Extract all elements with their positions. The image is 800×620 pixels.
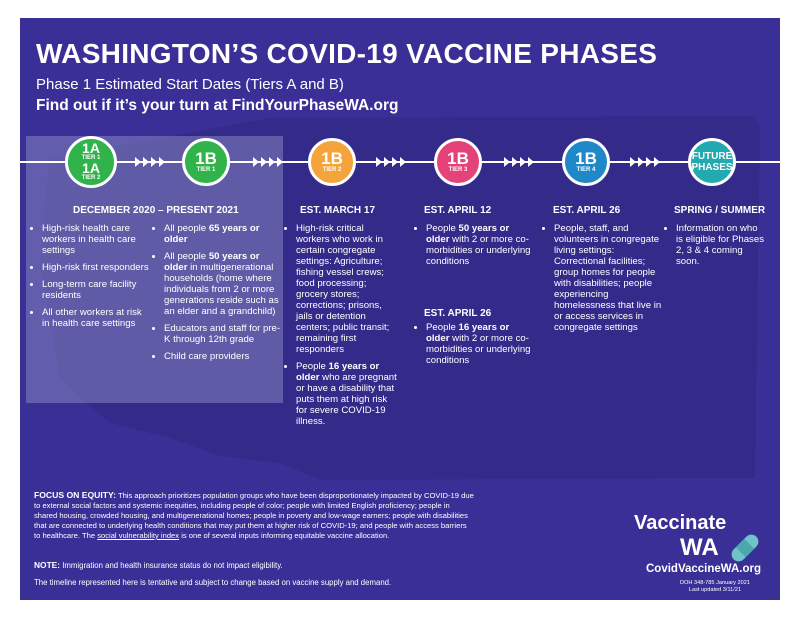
phase-1b-tier4-circle [562, 138, 610, 186]
equity-statement [34, 490, 474, 541]
list-item [164, 251, 282, 317]
phase-1a-list [32, 223, 150, 335]
list-item: • Educators and staff for pre-K through 12th grade [164, 323, 282, 345]
phase-1a-circle [65, 136, 117, 188]
list-item [426, 322, 534, 366]
subtitle: Phase 1 Estimated Start Dates (Tiers A and B) [36, 76, 344, 93]
phase-1b3-list-second [416, 322, 534, 372]
phase-1b-tier2-circle [308, 138, 356, 186]
list-item [296, 361, 398, 427]
phase-1b1-label: 1B [195, 149, 217, 168]
date-1a-1b1: DECEMBER 2020 – PRESENT 2021 [73, 205, 239, 216]
vaccinate-wordmark: Vaccinate [634, 512, 727, 534]
text: People [296, 361, 329, 372]
phase-1b2-list [286, 223, 398, 433]
phase-1a-tier-2: TIER 2 [81, 175, 101, 181]
list-item: • High-risk first responders [42, 262, 150, 273]
list-item: • All other workers at risk in health care settings [42, 307, 150, 329]
text: People [426, 223, 459, 234]
text: People [426, 322, 459, 333]
text: with 2 or more co-morbidities or underlying conditions [426, 234, 531, 267]
equity-tail: is one of several inputs informing equitable vaccine allocation. [179, 531, 390, 540]
list-item [164, 223, 282, 245]
phase-1a-tier-1: TIER 1 [81, 155, 101, 161]
phase-1b2-tier: TIER 2 [322, 167, 342, 173]
text: in multigenerational households (home where individuals from 2 or more generations reside such as an elder and a grandchild) [164, 262, 279, 317]
text: with 2 or more co-morbidities or underlying conditions [426, 333, 531, 366]
text: who are pregnant or have a disability that puts them at high risk for severe COVID-19 illness. [296, 372, 397, 427]
date-1b3: EST. APRIL 12 [424, 205, 492, 216]
vaccine-phases-poster [20, 18, 780, 600]
date-1b2: EST. MARCH 17 [300, 205, 376, 216]
phase-1b1-list [154, 223, 282, 368]
phase-1b1-tier: TIER 1 [196, 167, 216, 173]
list-item [426, 223, 534, 267]
phase-1a-label-2: 1A [82, 160, 100, 176]
list-item: • Child care providers [164, 351, 282, 362]
list-item: • People, staff, and volunteers in congregate living settings: Correctional facilities; group homes for people with disabilities; people experiencing homelessness that live in or access services in congregate settings [554, 223, 662, 333]
covidvaccinewa-link[interactable]: CovidVaccineWA.org [646, 563, 762, 575]
phase-1a-label-1: 1A [82, 140, 100, 156]
emphasis: 16 years or older [426, 322, 510, 344]
wa-wordmark: WA [680, 534, 719, 561]
list-item: • Information on who is eligible for Phases 2, 3 & 4 coming soon. [676, 223, 766, 267]
future-list [666, 223, 766, 273]
findout-prefix: Find out if it’s your turn at [36, 97, 232, 114]
text: All people [164, 251, 209, 262]
last-updated: Last updated 3/11/21 [688, 587, 742, 593]
bandage-icon [725, 528, 765, 568]
date-1b3-second: EST. APRIL 26 [424, 308, 492, 319]
findyourphase-link[interactable]: FindYourPhaseWA.org [231, 97, 399, 114]
date-1b4: EST. APRIL 26 [553, 205, 621, 216]
note-label: NOTE: [34, 560, 61, 570]
doh-info [680, 580, 750, 594]
equity-label: FOCUS ON EQUITY: [34, 490, 116, 500]
phase-1b3-label: 1B [447, 149, 469, 168]
text: All people [164, 223, 209, 234]
note-text: Immigration and health insurance status do not impact eligibility. [60, 561, 283, 570]
phase-1b3-tier: TIER 3 [448, 167, 468, 173]
phase-1b4-label: 1B [575, 149, 597, 168]
doh-number: DOH 348-785 January 2021 [680, 580, 750, 586]
future-phases-circle [688, 138, 736, 186]
list-item: • Long-term care facility residents [42, 279, 150, 301]
phase-1b-tier1-circle [182, 138, 230, 186]
date-future: SPRING / SUMMER [674, 205, 766, 216]
equity-text: This approach prioritizes population groups who have been disproportionately impacted by COVID-19 due to external social factors and systemic inequities, including people of color; people with limited English proficiency; people in shared housing, crowded housing, and multigenerational homes; people in poverty and low-wage earners; people with disabilities that are connected to underlying health conditions that may put them at higher risk of COVID-19; and people with access barriers to healthcare. The [34, 491, 474, 540]
emphasis: 50 years or older [426, 223, 510, 245]
future-label-1: FUTURE [691, 151, 733, 162]
emphasis: 50 years or older [164, 251, 260, 273]
emphasis: 65 years or older [164, 223, 260, 245]
tentative-disclaimer: The timeline represented here is tentative and subject to change based on vaccine supply and demand. [34, 578, 392, 587]
emphasis: 16 years or older [296, 361, 380, 383]
page-title: WASHINGTON’S COVID-19 VACCINE PHASES [36, 38, 658, 69]
phase-1b3-list [416, 223, 534, 273]
phase-1b-tier3-circle [434, 138, 482, 186]
list-item: • High-risk health care workers in health care settings [42, 223, 150, 256]
list-item: • High-risk critical workers who work in certain congregate settings: Agriculture; fishing vessel crews; food processing; grocery stores; corrections; prisons, jails or detention centers; public transit; remaining first responders [296, 223, 398, 355]
future-label-2: PHASES [691, 162, 733, 173]
svi-link[interactable]: social vulnerability index [97, 531, 180, 540]
phase-1b2-label: 1B [321, 149, 343, 168]
phase-1b4-list [544, 223, 662, 339]
phase-1b4-tier: TIER 4 [576, 167, 596, 173]
eligibility-note [34, 560, 283, 570]
